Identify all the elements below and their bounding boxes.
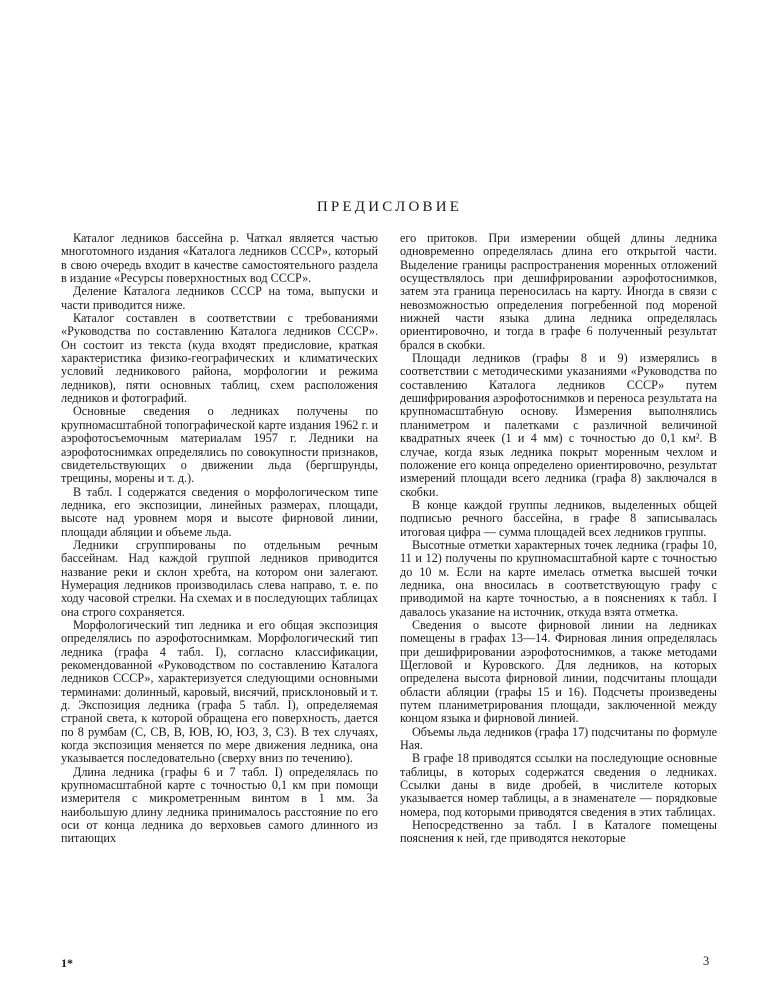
paragraph: Морфологический тип ледника и его общая экспозиция определялись по аэрофотоснимкам. Морфологический тип ледника (графа 4 табл. I), согласно классификации, рекомендованной «Руководством по составлению Каталога ледников СССР», характеризуется следующими основными терминами: долинный, каровый, висячий, присклоновый и т. д. Экспозиция ледника (графа 5 табл. I), определяемая страной света, к которой обращена его поверхность, дается по 8 румбам (С, СВ, В, ЮВ, Ю, ЮЗ, З, СЗ). В тех случаях, когда экспозиция меняется по мере движения ледника, она указывается последовательно (сверху вниз по течению). [61,617,378,766]
paragraph: Площади ледников (графы 8 и 9) измерялись в соответствии с методическими указаниями «Руководства по составлению Каталога ледников СССР» путем дешифрирования аэрофотоснимков и переноса результата на крупномасштабную основу. Измерения выполнялись планиметром и палетками с различной величиной квадратных ячеек (1 и 4 мм) с точностью до 0,1 км². В случае, когда язык ледника покрыт моренным чехлом и положение его конца определено ориентировочно, результат измерений площади всего ледника (графа 8) заключался в скобки. [400,351,717,499]
paragraph: Основные сведения о ледниках получены по крупномасштабной топографической карте издания 1962 г. и аэрофотосъемочным материалам 1957 г. Ледники на аэрофотоснимках определялись по совокупности признаков, свидетельствующих о движении льда (бергшрунды, трещины, морены и т. д.). [61,404,378,486]
right-text-column [400,232,717,846]
paragraph: В конце каждой группы ледников, выделенных общей подписью речного бассейна, в графе 8 записывалась итоговая цифра — сумма площадей всех ледников группы. [400,497,717,539]
paragraph: Деление Каталога ледников СССР на тома, выпуски и части приводится ниже. [61,284,378,312]
paragraph: В табл. I содержатся сведения о морфологическом типе ледника, его экспозиции, линейных размерах, площади, высоте над уровнем моря и высоте фирновой линии, площади абляции и объеме льда. [61,484,378,539]
paragraph: Высотные отметки характерных точек ледника (графы 10, 11 и 12) получены по крупномасштабной карте с точностью до 10 м. Если на карте имелась отметка высшей точки ледника, она вносилась в соответствующую графу с приводимой на карте точностью, а в пояснениях к табл. I давалось указание на источник, откуда взята отметка. [400,537,717,619]
paragraph: Длина ледника (графы 6 и 7 табл. I) определялась по крупномасштабной карте с точностью 0,1 км при помощи измерителя с микрометренным винтом в 1 мм. За наибольшую длину ледника принималось расстояние по его оси от конца ледника до верховьев самого длинного из питающих [61,764,378,846]
paragraph: Сведения о высоте фирновой линии на ледниках помещены в графах 13—14. Фирновая линия определялась при дешифрировании аэрофотоснимков, а также методами Щегловой и Куровского. Для ледников, на которых определена высота фирновой линии, подсчитаны площади области абляции (графы 15 и 16). Подсчеты произведены путем планиметрирования площади, заключенной между концом языка и фирновой линией. [400,617,717,726]
signature-mark: 1* [61,956,73,970]
left-text-column [61,232,378,846]
paragraph: Ледники сгруппированы по отдельным речным бассейнам. Над каждой группой ледников приводится название реки и склон хребта, на котором они залегают. Нумерация ледников производилась слева направо, т. е. по ходу часовой стрелки. На схемах и в последующих таблицах она строго сохраняется. [61,537,378,619]
page-number: 3 [703,954,710,968]
paragraph: В графе 18 приводятся ссылки на последующие основные таблицы, в которых содержатся сведения о ледниках. Ссылки даны в виде дробей, в числителе которых указывается номер таблицы, а в знаменателе — порядковые номера, под которыми приводятся сведения в этих таблицах. [400,751,717,819]
paragraph: Каталог ледников бассейна р. Чаткал является частью многотомного издания «Каталога ледников СССР», который в свою очередь входит в качестве самостоятельного раздела в издание «Ресурсы поверхностных вод СССР». [61,231,378,286]
page-title: ПРЕДИСЛОВИЕ [316,199,463,215]
paragraph: Объемы льда ледников (графа 17) подсчитаны по формуле Ная. [400,724,717,753]
paragraph: его притоков. При измерении общей длины ледника одновременно определялась длина его открытой части. Выделение границы распространения моренных отложений осуществлялось при дешифрировании аэрофотоснимков, затем эта граница переносилась на карту. Иногда в связи с невозможностью определения погребенной под мореной нижней части языка длина ледника определялась ориентировочно, и тогда в графе 6 полученный результат брался в скобки. [400,231,717,352]
paragraph: Каталог составлен в соответствии с требованиями «Руководства по составлению Каталога ледников СССР». Он состоит из текста (куда входят предисловие, краткая характеристика физико-географических и климатических условий ледникового района, морфологии и режима ледников), пяти основных таблиц, схем расположения ледников и фотографий. [61,311,378,406]
paragraph: Непосредственно за табл. I в Каталоге помещены пояснения к ней, где приводятся некоторые [400,818,717,846]
